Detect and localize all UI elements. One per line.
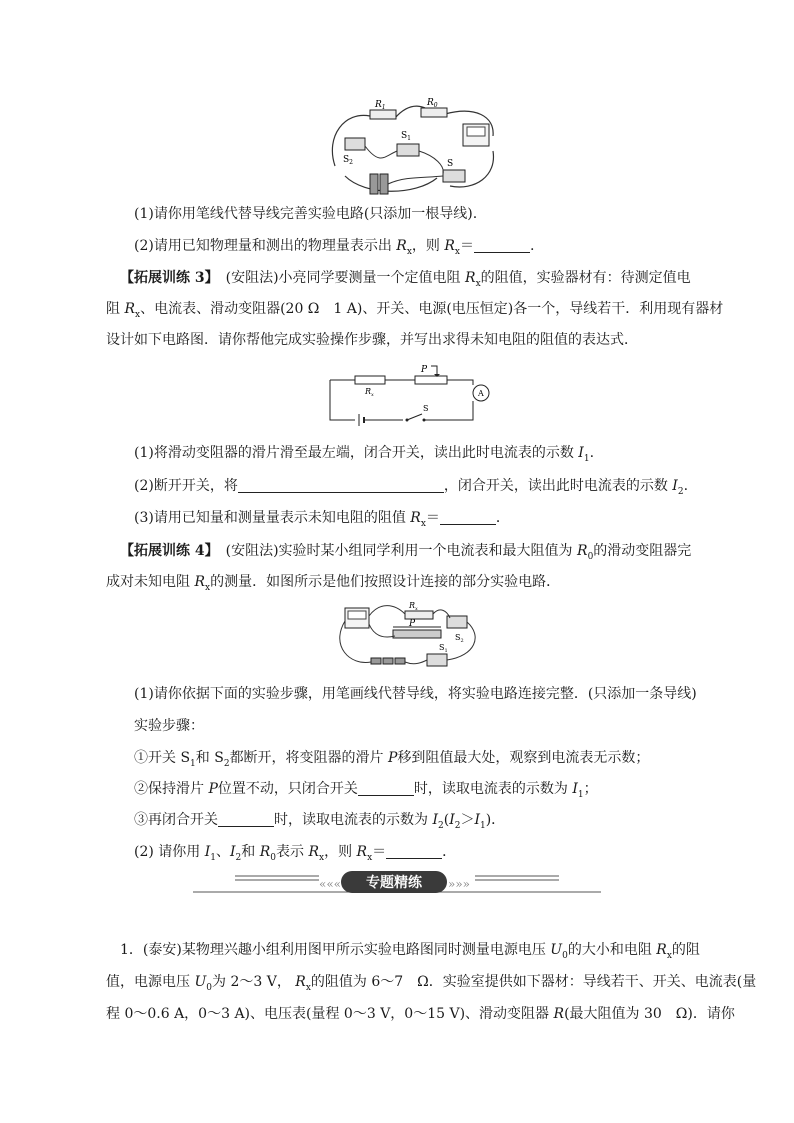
answer-blank[interactable]	[386, 844, 442, 859]
p1-line2: 值，电源电压 $U_0$为 2～3 V， $R_x$的阻值为 6～7 Ω．实验室提供如下器材：导线若干、开关、电流表(量	[106, 974, 757, 993]
t3-step3: (3)请用已知量和测量量表示未知电阻的阻值 $R_x=$ ．	[134, 510, 510, 529]
label-s: S	[447, 159, 454, 169]
answer-blank[interactable]	[218, 812, 274, 827]
label-rx: $R_x$	[365, 387, 374, 398]
circuit-diagram-3	[325, 360, 495, 428]
t3-title: 【拓展训练 3】	[120, 270, 212, 286]
t3-line1: 【拓展训练 3】 (安阻法)小亮同学要测量一个定值电阻 $R_x$的阻值，实验器材有：待测定值电	[120, 270, 691, 289]
label-r0: $R_0$	[427, 98, 438, 109]
section-banner	[193, 868, 601, 898]
label-rx: $R_x$	[409, 601, 418, 612]
label-r1: $R_1$	[375, 100, 386, 111]
circuit-photo-1	[325, 96, 503, 196]
question-1-2: (2)请用已知物理量和测出的物理量表示出 $R_x$，则 $R_x=$ .	[134, 238, 535, 257]
t4-q2: (2) 请你用 $I_1$、$I_2$和 $R_0$表示 $R_x$，则 $R_x=$ ．	[134, 844, 457, 863]
label-s2: $S_2$	[343, 155, 353, 166]
t4-step2: ②保持滑片 P位置不动，只闭合开关 时，读取电流表的示数为 $I_1$；	[134, 781, 598, 800]
answer-blank[interactable]	[238, 478, 444, 493]
t4-step3: ③再闭合开关 时，读取电流表的示数为 $I_2(I_2>I_1)$．	[134, 812, 506, 831]
label-p: P	[409, 619, 416, 629]
label-p: P	[421, 365, 428, 375]
t4-q1: (1)请你依据下面的实验步骤，用笔画线代替导线，将实验电路连接完整．(只添加一条导线)	[134, 686, 697, 702]
question-1-1: (1)请你用笔线代替导线完善实验电路(只添加一根导线).	[134, 206, 478, 222]
banner-title: 专题精练	[366, 875, 422, 891]
t4-steps-title: 实验步骤：	[134, 718, 204, 734]
label-s2: $S_2$	[455, 633, 464, 644]
banner-chevrons-right: »»»	[448, 877, 471, 891]
label-switch: S	[423, 404, 429, 413]
p1-line1: 1．(泰安)某物理兴趣小组利用图甲所示实验电路图同时测量电源电压 $U_0$的大小和电阻 $R_x$的阻	[120, 942, 700, 961]
t3-step2: (2)断开开关，将 ，闭合开关，读出此时电流表的示数 $I_2$.	[134, 478, 689, 497]
t3-line3: 设计如下电路图．请你帮他完成实验操作步骤，并写出求得未知电阻的阻值的表达式．	[106, 332, 638, 348]
t3-step1: (1)将滑动变阻器的滑片滑至最左端，闭合开关，读出此时电流表的示数 $I_1$.	[134, 445, 595, 464]
t3-line2: 阻 $R_x$、电流表、滑动变阻器(20 Ω 1 A)、开关、电源(电压恒定)各一个，导线若干．利用现有器材	[106, 301, 724, 320]
answer-blank[interactable]	[358, 781, 414, 796]
t4-title: 【拓展训练 4】	[120, 543, 212, 559]
t4-step1: ①开关 $S_1$和 $S_2$都断开，将变阻器的滑片 P移到阻值最大处，观察到电流表无示数；	[134, 750, 650, 769]
t4-line2: 成对未知电阻 $R_x$的测量．如图所示是他们按照设计连接的部分实验电路．	[106, 574, 561, 593]
t4-line1: 【拓展训练 4】 (安阻法)实验时某小组同学利用一个电流表和最大阻值为 $R_0$的滑动变阻器完	[120, 543, 692, 562]
p1-line3: 程 0～0.6 A，0～3 A)、电压表(量程 0～3 V，0～15 V)、滑动变阻器 R(最大阻值为 30 Ω)．请你	[106, 1006, 735, 1022]
banner-chevrons-left: «««	[319, 877, 342, 891]
label-s1: $S_1$	[401, 131, 411, 142]
answer-blank[interactable]	[440, 510, 496, 525]
answer-blank[interactable]	[474, 238, 530, 253]
circuit-photo-4	[335, 596, 485, 676]
ammeter-label: A	[478, 389, 484, 398]
label-s1: $S_1$	[439, 643, 448, 654]
